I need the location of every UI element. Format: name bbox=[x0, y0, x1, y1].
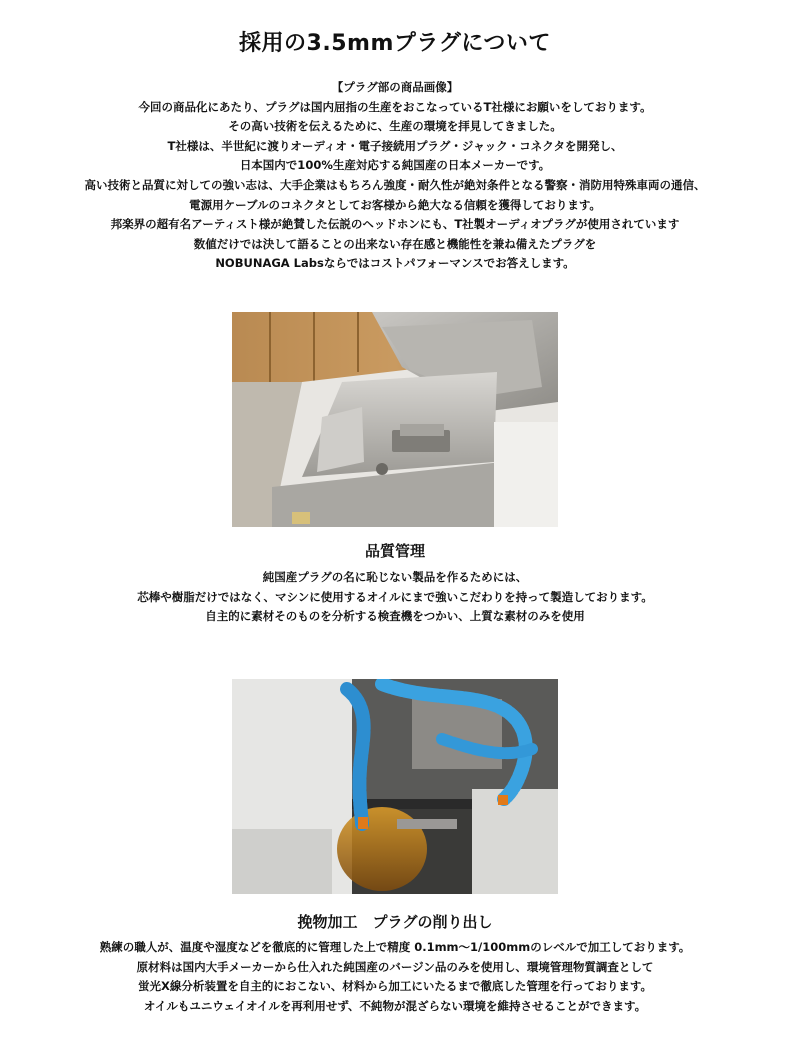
section-heading-machining: 挽物加工 プラグの削り出し bbox=[297, 913, 493, 931]
section-line: 原材料は国内大手メーカーから仕入れた純国産のバージン品のみを使用し、環境管理物質調査として bbox=[136, 959, 654, 974]
lathe-machining-photo bbox=[232, 679, 558, 894]
section-line: オイルもユニウェイオイルを再利用せず、不純物が混ざらない環境を維持させることができます。 bbox=[143, 998, 647, 1013]
section-line: 自主的に素材そのものを分析する検査機をつかい、上質な素材のみを使用 bbox=[205, 609, 585, 624]
intro-line: NOBUNAGA Labsならではコストパフォーマンスでお答えします。 bbox=[215, 256, 575, 271]
intro-heading: 【プラグ部の商品画像】 bbox=[331, 80, 459, 94]
intro-line: その高い技術を伝えるために、生産の環境を拝見してきました。 bbox=[228, 119, 562, 134]
section-line: 芯棒や樹脂だけではなく、マシンに使用するオイルにまで強いこだわりを持って製造しております。 bbox=[137, 589, 653, 604]
intro-line: 邦楽界の超有名アーティスト様が絶賛した伝説のヘッドホンにも、T社製オーディオプラグが使用されています bbox=[110, 217, 680, 232]
intro-line: 今回の商品化にあたり、プラグは国内屈指の生産をおこなっているT社様にお願いをしております。 bbox=[138, 99, 652, 114]
intro-line: T社様は、半世紀に渡りオーディオ・電子接続用プラグ・ジャック・コネクタを開発し、 bbox=[167, 138, 623, 153]
intro-line: 数値だけでは決して語ることの出来ない存在感と機能性を兼ね備えたプラグを bbox=[193, 236, 597, 251]
section-line: 熟練の職人が、温度や湿度などを徹底的に管理した上で精度 0.1mm〜1/100mmのレベルで加工しております。 bbox=[99, 940, 691, 954]
xray-analyzer-photo bbox=[232, 312, 558, 527]
intro-line: 電源用ケーブルのコネクタとしてお客様から絶大なる信頼を獲得しております。 bbox=[189, 197, 601, 212]
page-title: 採用の3.5mmプラグについて bbox=[239, 31, 551, 56]
intro-line: 日本国内で100%生産対応する純国産の日本メーカーです。 bbox=[239, 158, 551, 173]
section-text-machining bbox=[0, 938, 790, 1016]
section-line: 蛍光X線分析装置を自主的におこない、材料から加工にいたるまで徹底した管理を行っております。 bbox=[138, 979, 652, 994]
intro-text bbox=[0, 78, 790, 274]
intro-line: 高い技術と品質に対しての強い志は、大手企業はもちろん強度・耐久性が絶対条件となる警察・消防用特殊車両の通信、 bbox=[84, 177, 706, 192]
section-heading-quality: 品質管理 bbox=[364, 542, 425, 560]
section-text-quality bbox=[0, 568, 790, 627]
section-line: 純国産プラグの名に恥じない製品を作るためには、 bbox=[262, 570, 528, 584]
